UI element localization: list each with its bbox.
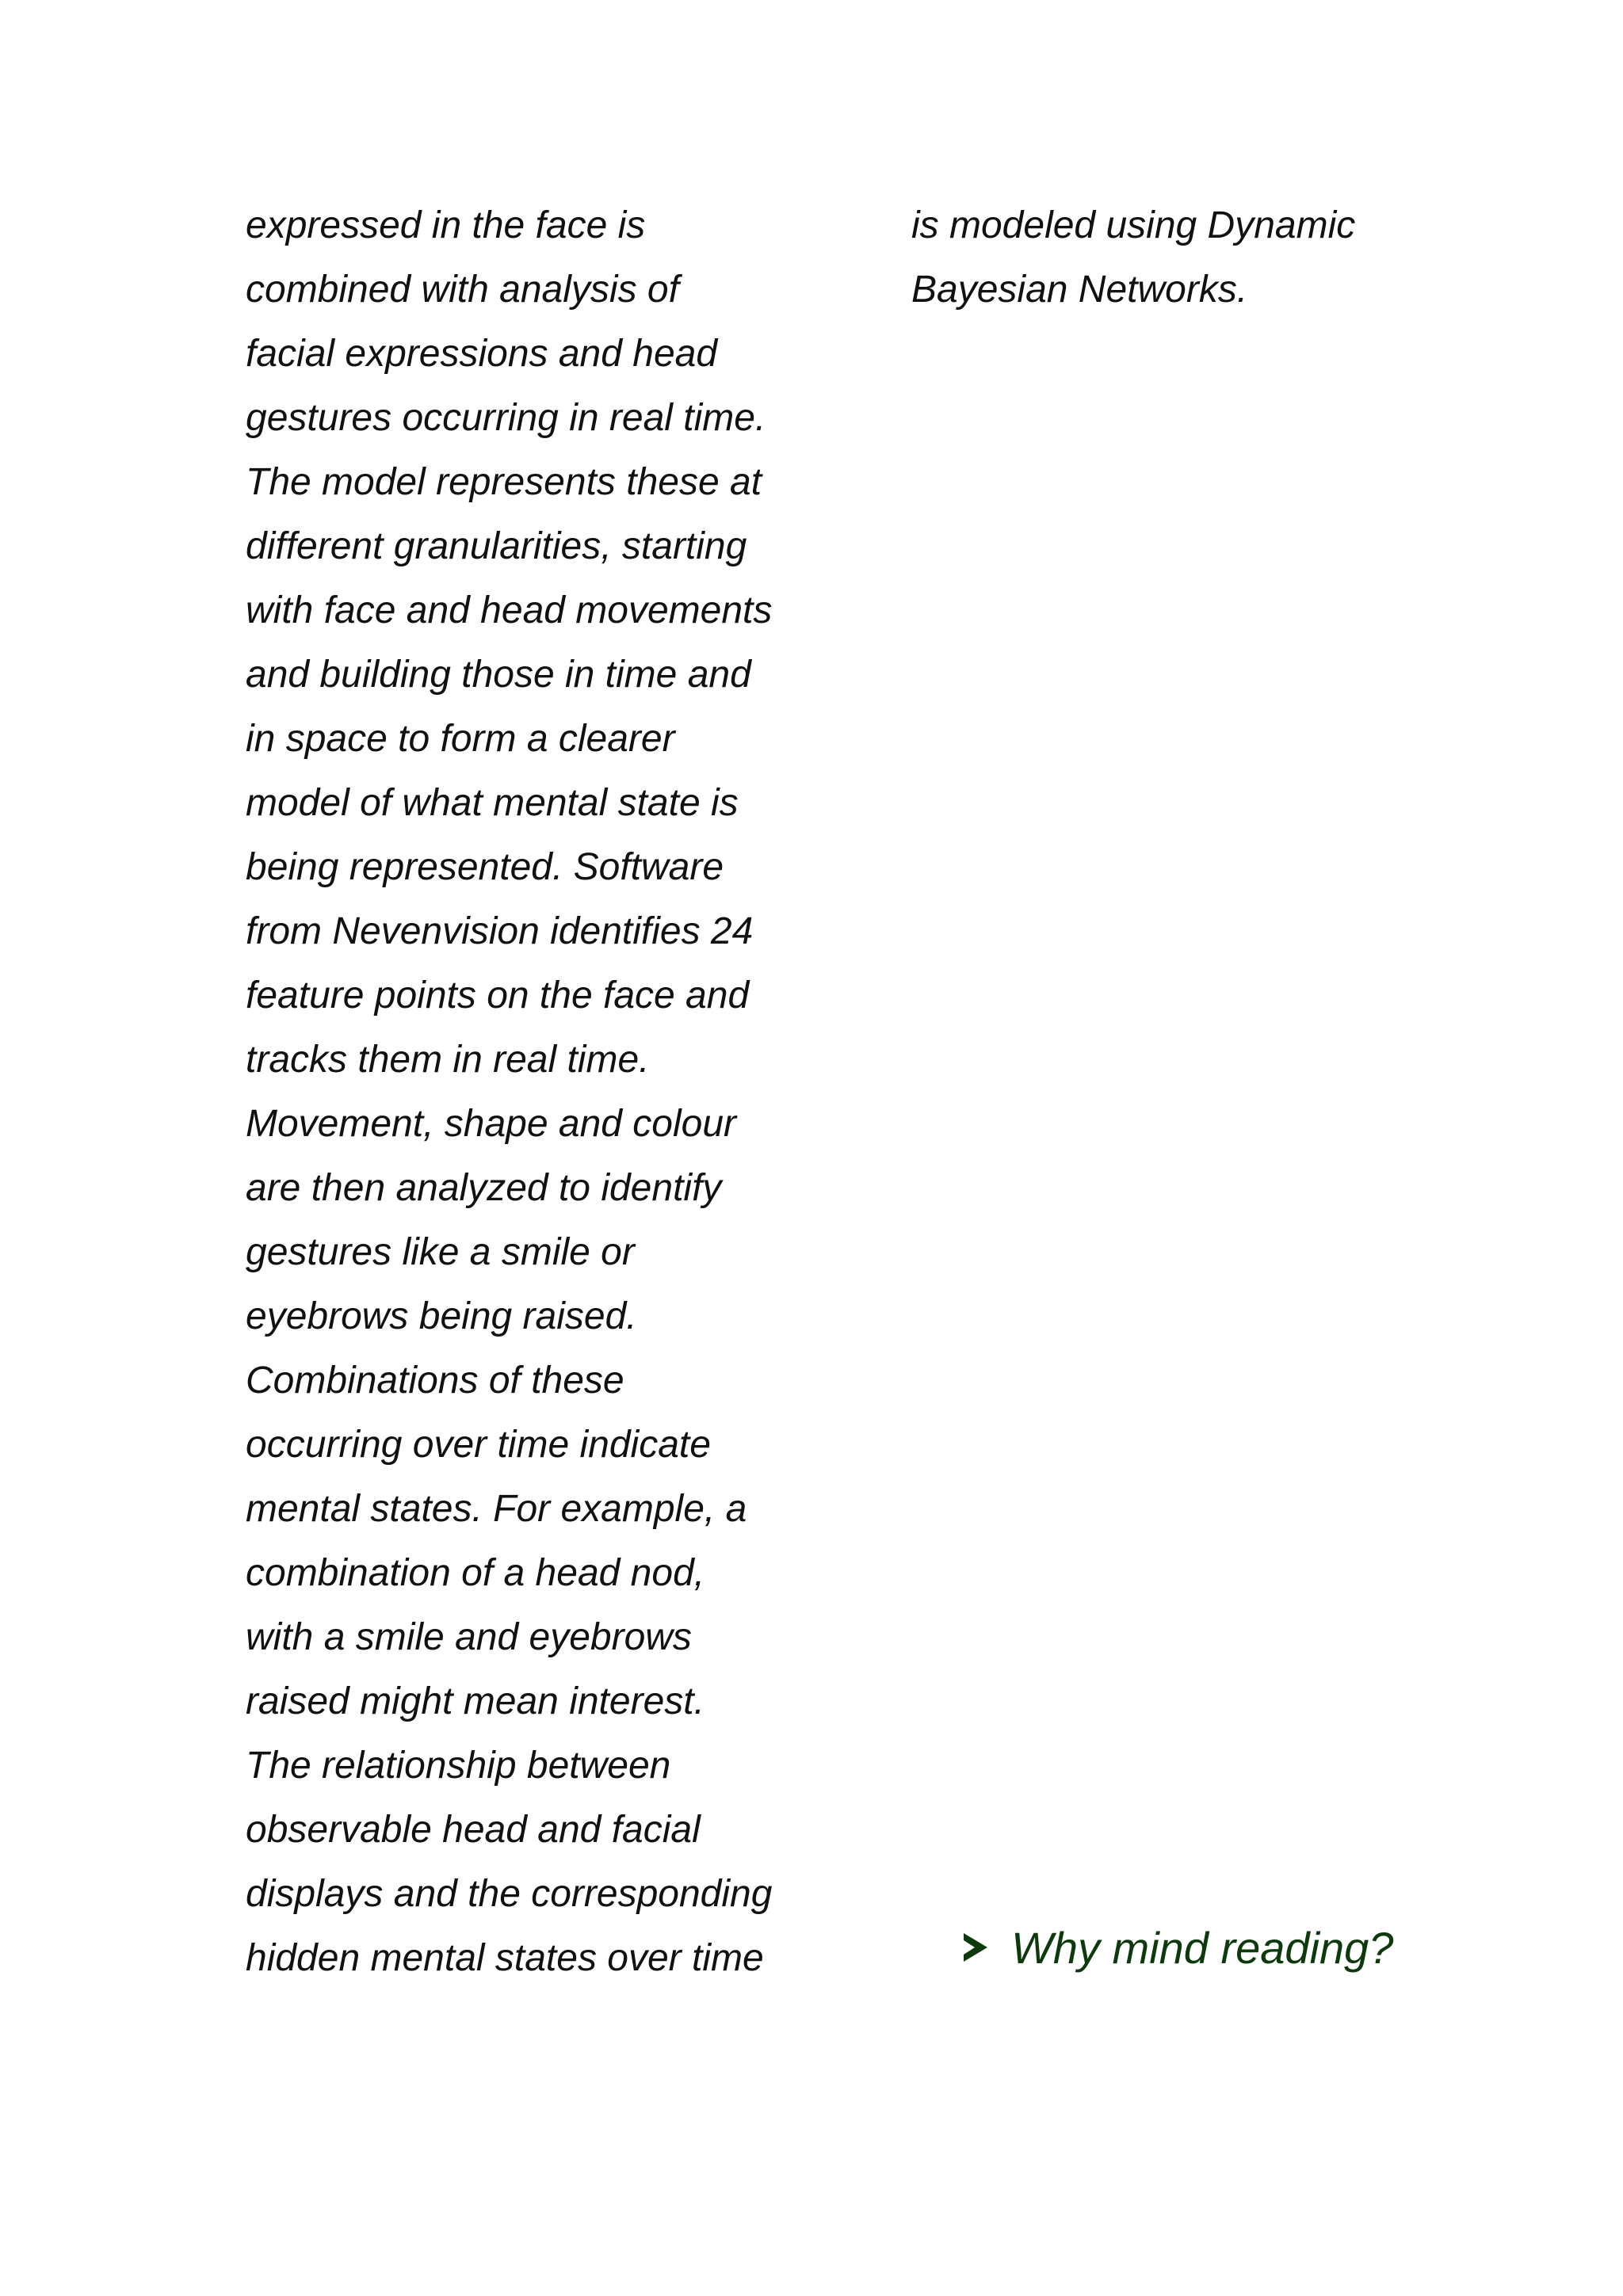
text-line: The relationship between [246,1745,671,1787]
text-line: observable head and facial [246,1809,701,1851]
text-line: raised might mean interest. [246,1680,705,1722]
text-line: with face and head movements [246,589,773,631]
arrowhead-bullet-icon [964,1933,987,1962]
text-line: different granularities, starting [246,525,747,567]
text-line: tracks them in real time. [246,1039,650,1081]
text-line: with a smile and eyebrows [246,1616,692,1658]
text-line: hidden mental states over time [246,1937,764,1979]
text-line: Bayesian Networks. [911,269,1248,311]
text-line: from Nevenvision identifies 24 [246,910,754,952]
text-line: is modeled using Dynamic [911,204,1356,246]
text-line: Combinations of these [246,1360,624,1402]
text-line: are then analyzed to identify [246,1167,722,1209]
left-text-column [246,193,832,1990]
text-line: feature points on the face and [246,974,750,1016]
text-line: gestures occurring in real time. [246,397,766,439]
text-line: combined with analysis of [246,269,679,311]
right-text-column [911,193,1466,322]
text-line: being represented. Software [246,846,724,888]
text-line: expressed in the face is [246,204,646,246]
text-line: and building those in time and [246,654,751,696]
text-line: displays and the corresponding [246,1873,773,1915]
text-line: gestures like a smile or [246,1231,635,1273]
text-line: mental states. For example, a [246,1488,747,1530]
text-line: in space to form a clearer [246,718,675,760]
text-line: Movement, shape and colour [246,1103,737,1145]
text-line: The model represents these at [246,461,762,503]
text-line: facial expressions and head [246,333,718,375]
text-line: combination of a head nod, [246,1552,705,1594]
text-line: eyebrows being raised. [246,1295,637,1337]
text-line: occurring over time indicate [246,1424,711,1466]
section-heading-text: Why mind reading? [1011,1922,1394,1973]
section-heading [964,1916,1393,1979]
text-line: model of what mental state is [246,782,739,824]
